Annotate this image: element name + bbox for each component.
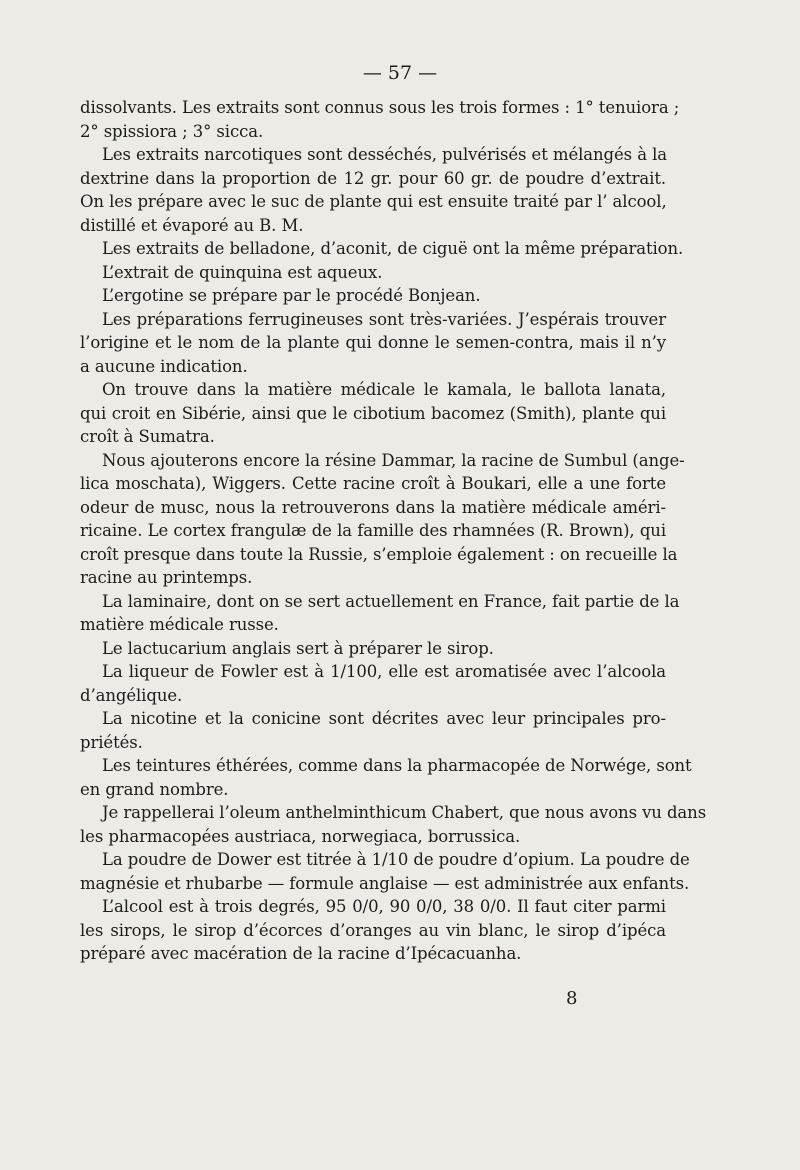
signature-mark: 8 — [566, 988, 578, 1009]
text-line: Je rappellerai l’oleum anthelminthicum Chabert, que nous avons vu dans — [102, 803, 707, 822]
text-line: odeur de musc, nous la retrouverons dans la matière médicale améri- — [80, 497, 666, 517]
text-line: les pharmacopées austriaca, norwegiaca, borrussica. — [80, 826, 521, 846]
text-line: Les extraits de belladone, d’aconit, de ciguë ont la même préparation. — [102, 239, 684, 258]
text-line: dextrine dans la proportion de 12 gr. pour 60 gr. de poudre d’extrait. — [80, 168, 666, 188]
text-line: l’origine et le nom de la plante qui donne le semen-contra, mais il n’y — [80, 333, 666, 352]
text-line: d’angélique. — [80, 685, 183, 705]
text-line: Les teintures éthérées, comme dans la pharmacopée de Norwége, sont — [102, 756, 692, 775]
text-line: croît à Sumatra. — [80, 427, 215, 446]
text-line: distillé et évaporé au B. M. — [80, 215, 304, 235]
text-line: On trouve dans la matière médicale le kamala, le ballota lanata, — [102, 380, 666, 399]
text-line: en grand nombre. — [80, 779, 229, 799]
text-line: dissolvants. Les extraits sont connus sous les trois formes : 1° tenuiora ; — [80, 98, 680, 117]
body-text — [80, 96, 707, 966]
text-line: magnésie et rhubarbe — formule anglaise — est administrée aux enfants. — [80, 873, 690, 893]
text-line: Les extraits narcotiques sont desséchés, pulvérisés et mélangés à la — [102, 145, 667, 164]
text-line: L’extrait de quinquina est aqueux. — [102, 262, 383, 282]
text-line: croît presque dans toute la Russie, s’emploie également : on recueille la — [80, 544, 678, 564]
text-line: Nous ajouterons encore la résine Dammar, la racine de Sumbul (ange- — [102, 450, 685, 470]
text-line: lica moschata), Wiggers. Cette racine croît à Boukari, elle a une forte — [80, 474, 666, 493]
page-number: — 57 — — [362, 62, 438, 84]
text-line: On les prépare avec le suc de plante qui est ensuite traité par l’ alcool, — [80, 192, 667, 211]
text-line: priétés. — [80, 732, 143, 752]
text-line: Les préparations ferrugineuses sont très-variées. J’espérais trouver — [102, 309, 666, 329]
text-line: La poudre de Dower est titrée à 1/10 de poudre d’opium. La poudre de — [102, 850, 690, 869]
text-line: La nicotine et la conicine sont décrites avec leur principales pro- — [102, 709, 666, 728]
text-line: a aucune indication. — [80, 356, 248, 376]
text-line: Le lactucarium anglais sert à préparer le sirop. — [102, 638, 494, 658]
text-line: matière médicale russe. — [80, 615, 279, 634]
text-line: racine au printemps. — [80, 568, 253, 587]
text-line: les sirops, le sirop d’écorces d’oranges au vin blanc, le sirop d’ipéca — [80, 920, 666, 940]
text-line: 2° spissiora ; 3° sicca. — [80, 121, 264, 141]
text-line: L’ergotine se prépare par le procédé Bonjean. — [102, 286, 481, 305]
text-line: ricaine. Le cortex frangulæ de la famille des rhamnées (R. Brown), qui — [80, 521, 666, 540]
text-line: La laminaire, dont on se sert actuellement en France, fait partie de la — [102, 591, 680, 611]
text-line: La liqueur de Fowler est à 1/100, elle est aromatisée avec l’alcoola — [102, 662, 666, 681]
text-line: qui croit en Sibérie, ainsi que le cibotium bacomez (Smith), plante qui — [80, 403, 666, 423]
text-line: préparé avec macération de la racine d’Ipécacuanha. — [80, 944, 522, 963]
text-line: L’alcool est à trois degrés, 95 0/0, 90 0/0, 38 0/0. Il faut citer parmi — [102, 897, 666, 916]
